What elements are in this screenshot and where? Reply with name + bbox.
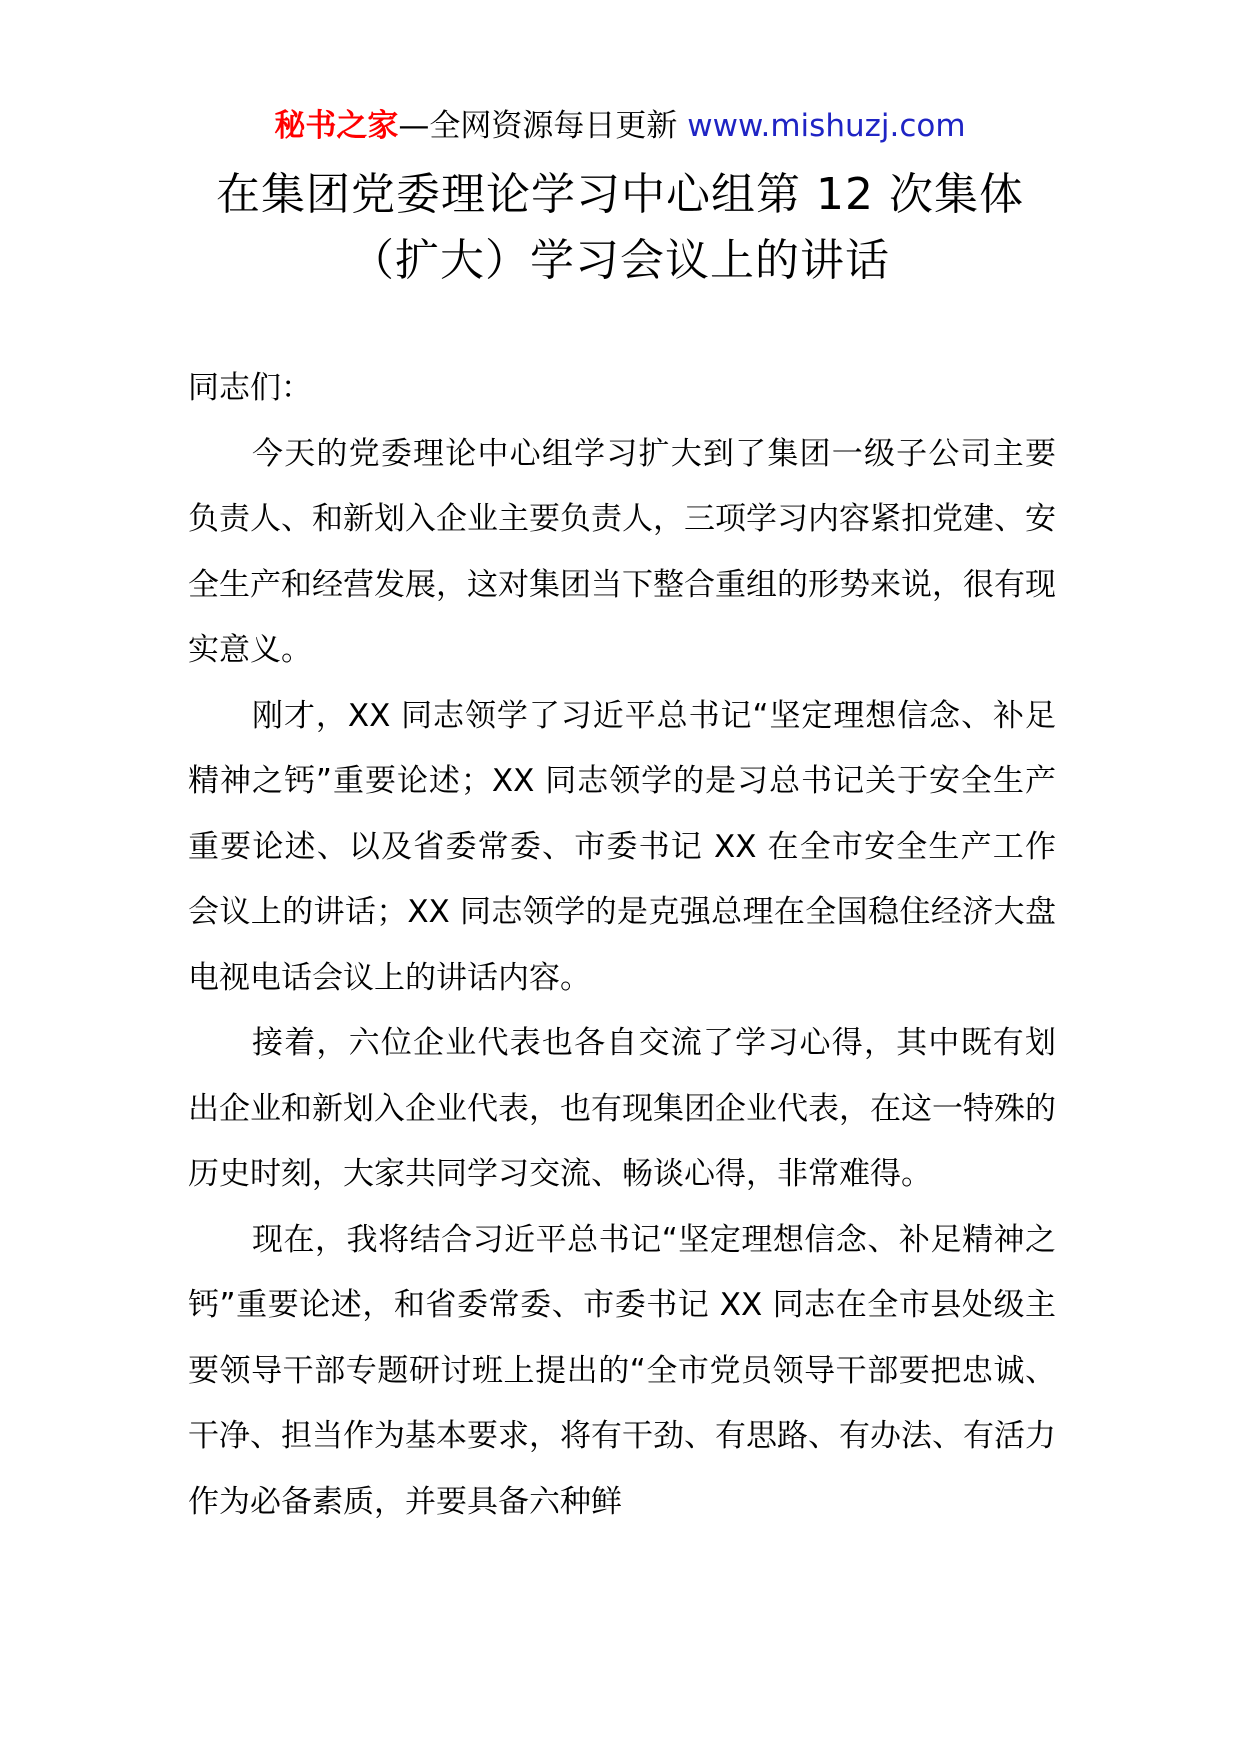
site-url-link[interactable]: www.mishuzj.com: [687, 108, 966, 144]
title-line-2: （扩大）学习会议上的讲话: [350, 235, 890, 286]
salutation: 同志们：: [188, 370, 312, 406]
site-header: [0, 104, 1240, 148]
title-line-1: 在集团党委理论学习中心组第 12 次集体: [216, 169, 1024, 220]
paragraph-2: 刚才，XX 同志领学了习近平总书记“坚定理想信念、补足精神之钙”重要论述；XX 同志领学的是习总书记关于安全生产重要论述、以及省委常委、市委书记 XX 在全市安全生产工作会议上的讲话；XX 同志领学的是克强总理在全国稳住经济大盘电视电话会议上的讲话内容。: [188, 697, 1056, 996]
document-title: [0, 162, 1240, 294]
header-tagline: —全网资源每日更新: [398, 108, 678, 144]
paragraph-4: 现在，我将结合习近平总书记“坚定理想信念、补足精神之钙”重要论述，和省委常委、市委书记 XX 同志在全市县处级主要领导干部专题研讨班上提出的“全市党员领导干部要把忠诚、干净、担当作为基本要求，将有干劲、有思路、有办法、有活力作为必备素质，并要具备六种鲜: [188, 1221, 1056, 1520]
brand-name: 秘书之家: [274, 108, 399, 144]
paragraph-1: 今天的党委理论中心组学习扩大到了集团一级子公司主要负责人、和新划入企业主要负责人，三项学习内容紧扣党建、安全生产和经营发展，这对集团当下整合重组的形势来说，很有现实意义。: [188, 435, 1056, 668]
paragraph-3: 接着，六位企业代表也各自交流了学习心得，其中既有划出企业和新划入企业代表，也有现集团企业代表，在这一特殊的历史时刻，大家共同学习交流、畅谈心得，非常难得。: [188, 1025, 1056, 1192]
document-body: [188, 356, 1056, 1535]
